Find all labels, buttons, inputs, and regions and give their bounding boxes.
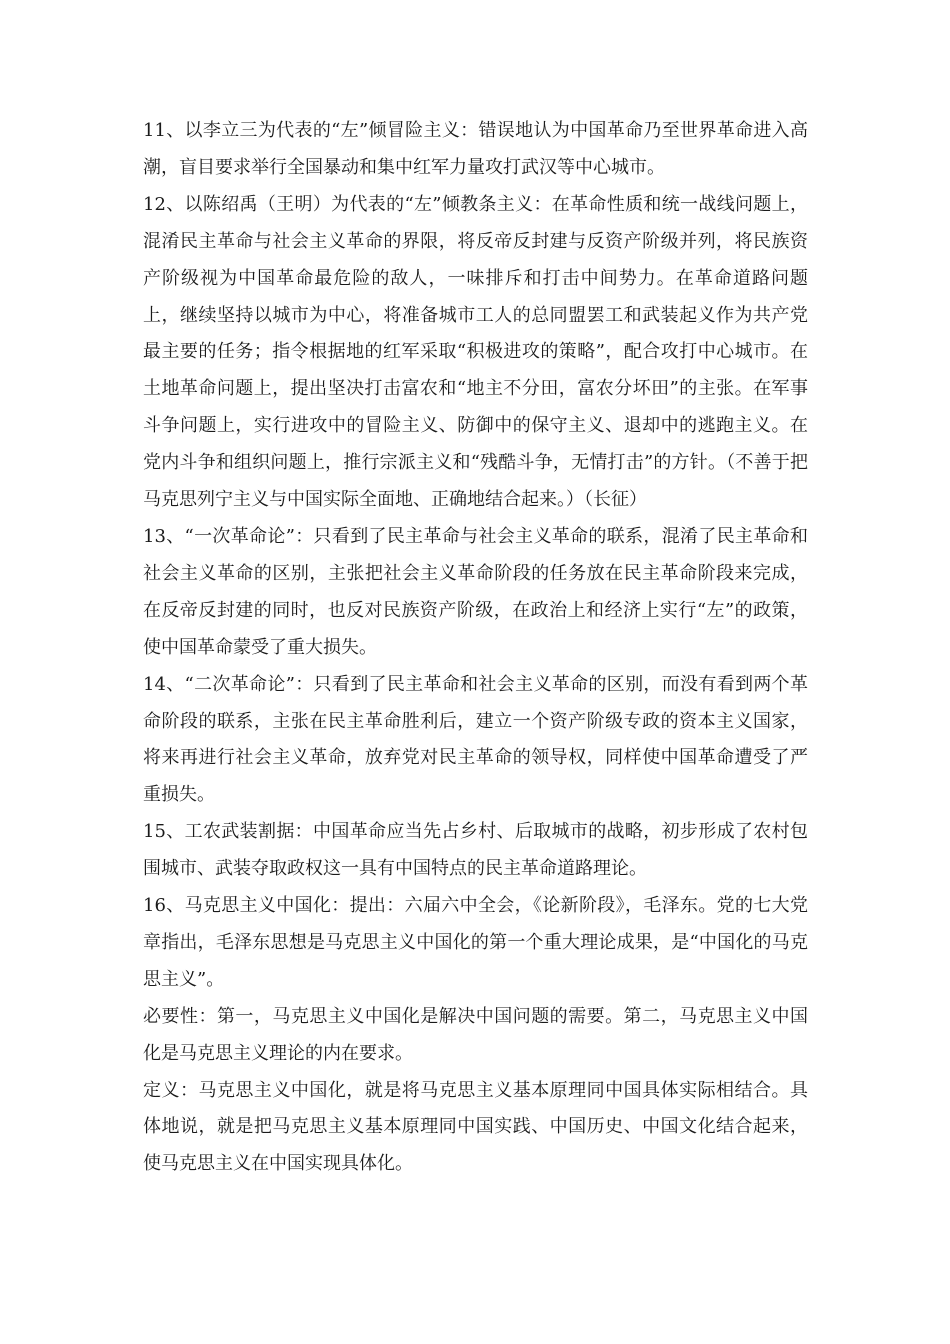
paragraph-item-11-li-lisan: 11、以李立三为代表的“左”倾冒险主义：错误地认为中国革命乃至世界革命进入高潮，盲目要求举行全国暴动和集中红军力量攻打武汉等中心城市。 [143, 120, 808, 178]
paragraph-item-16-sinicization: 16、马克思主义中国化：提出：六届六中全会，《论新阶段》，毛泽东。党的七大党章指出，毛泽东思想是马克思主义中国化的第一个重大理论成果，是“中国化的马克思主义”。 [143, 895, 808, 990]
document-body [143, 113, 808, 1183]
paragraph-definition: 定义：马克思主义中国化，就是将马克思主义基本原理同中国具体实际相结合。具体地说，就是把马克思主义基本原理同中国实践、中国历史、中国文化结合起来，使马克思主义在中国实现具体化。 [143, 1079, 808, 1175]
paragraph-necessity: 必要性：第一，马克思主义中国化是解决中国问题的需要。第二，马克思主义中国化是马克思主义理论的内在要求。 [143, 1005, 808, 1064]
paragraph-item-15-armed-separatism: 15、工农武装割据：中国革命应当先占乡村、后取城市的战略，初步形成了农村包围城市、武装夺取政权这一具有中国特点的民主革命道路理论。 [143, 821, 808, 880]
paragraph-item-12-wang-ming: 12、以陈绍禹（王明）为代表的“左”倾教条主义：在革命性质和统一战线问题上，混淆民主革命与社会主义革命的界限，将反帝反封建与反资产阶级并列，将民族资产阶级视为中国革命最危险的敌人，一味排斥和打击中间势力。在革命道路问题上，继续坚持以城市为中心，将准备城市工人的总同盟罢工和武装起义作为共产党最主要的任务；指令根据地的红军采取“积极进攻的策略”，配合攻打中心城市。在土地革命问题上，提出坚决打击富农和“地主不分田，富农分坏田”的主张。在军事斗争问题上，实行进攻中的冒险主义、防御中的保守主义、退却中的逃跑主义。在党内斗争和组织问题上，推行宗派主义和“残酷斗争，无情打击”的方针。（不善于把马克思列宁主义与中国实际全面地、正确地结合起来。）（长征） [143, 193, 808, 511]
paragraph-item-13-one-revolution: 13、“一次革命论”：只看到了民主革命与社会主义革命的联系，混淆了民主革命和社会主义革命的区别，主张把社会主义革命阶段的任务放在民主革命阶段来完成， 在反帝反封建的同时，也反对民族资产阶级，在政治上和经济上实行“左”的政策，使中国革命蒙受了重大损失。 [143, 525, 808, 658]
paragraph-item-14-two-revolutions: 14、“二次革命论”：只看到了民主革命和社会主义革命的区别，而没有看到两个革命阶段的联系，主张在民主革命胜利后，建立一个资产阶级专政的资本主义国家，将来再进行社会主义革命，放弃党对民主革命的领导权，同样使中国革命遭受了严重损失。 [143, 673, 808, 806]
